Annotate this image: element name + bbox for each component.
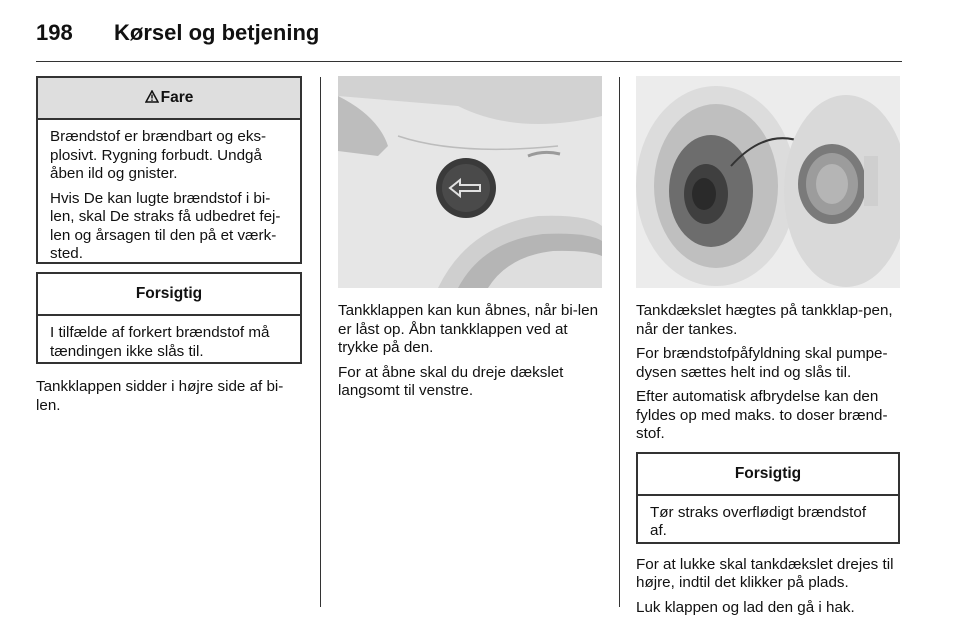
caution-box-1 xyxy=(36,272,302,364)
fuel-cap-illustration xyxy=(636,76,900,288)
page-header xyxy=(36,18,902,58)
danger-box xyxy=(36,76,302,264)
col3-text-after xyxy=(636,556,900,618)
body-paragraph: Tankklappen kan kun åbnes, når bi-len er låst op. Åbn tankklappen ved at trykke på den. xyxy=(338,302,599,356)
caution-box-2-title: Forsigtig xyxy=(734,464,802,482)
caution-box-2 xyxy=(636,452,900,544)
caution-paragraph: Tør straks overflødigt brændstof af. xyxy=(650,503,867,539)
danger-box-body xyxy=(38,120,300,278)
column-2 xyxy=(338,76,602,407)
danger-box-title: Fare xyxy=(160,89,194,106)
caution-box-1-header xyxy=(38,274,300,316)
danger-paragraph: Brændstof er brændbart og eks-plosivt. Rygning forbudt. Undgå åben ild og gnister. xyxy=(50,128,267,182)
body-paragraph: Luk klappen og lad den gå i hak. xyxy=(636,598,855,616)
col1-text xyxy=(36,378,302,415)
danger-paragraph: Hvis De kan lugte brændstof i bi-len, skal De straks få udbedret fej-len og årsagen til den på et værk-sted. xyxy=(50,189,281,262)
body-paragraph: For at lukke skal tankdækslet drejes til højre, indtil det klikker på plads. xyxy=(636,555,894,591)
col3-text xyxy=(636,302,900,444)
caution-box-2-body xyxy=(638,496,898,555)
car-fuel-flap-illustration xyxy=(338,76,602,288)
caution-box-1-body xyxy=(38,316,300,375)
body-paragraph: Efter automatisk afbrydelse kan den fyldes op med maks. to doser brænd-stof. xyxy=(636,388,888,442)
body-paragraph: For at åbne skal du dreje dækslet langsomt til venstre. xyxy=(338,363,564,399)
header-rule xyxy=(36,61,902,62)
danger-box-header xyxy=(38,78,300,120)
column-1 xyxy=(36,76,302,421)
body-paragraph: For brændstofpåfyldning skal pumpe-dysen sættes helt ind og slås til. xyxy=(636,345,888,381)
chapter-title: Kørsel og betjening xyxy=(114,20,320,45)
caution-box-1-title: Forsigtig xyxy=(135,285,203,302)
column-divider-2 xyxy=(619,77,620,607)
page-number: 198 xyxy=(36,20,73,45)
caution-box-2-header xyxy=(638,454,898,496)
col2-text xyxy=(338,302,602,401)
column-divider-1 xyxy=(320,77,321,607)
column-3 xyxy=(636,76,900,623)
body-paragraph: Tankklappen sidder i højre side af bi-len. xyxy=(36,378,284,414)
caution-paragraph: I tilfælde af forkert brændstof må tændingen ikke slås til. xyxy=(50,324,270,360)
body-paragraph: Tankdækslet hægtes på tankklap-pen, når der tankes. xyxy=(636,302,893,338)
warning-triangle-icon xyxy=(145,90,159,107)
